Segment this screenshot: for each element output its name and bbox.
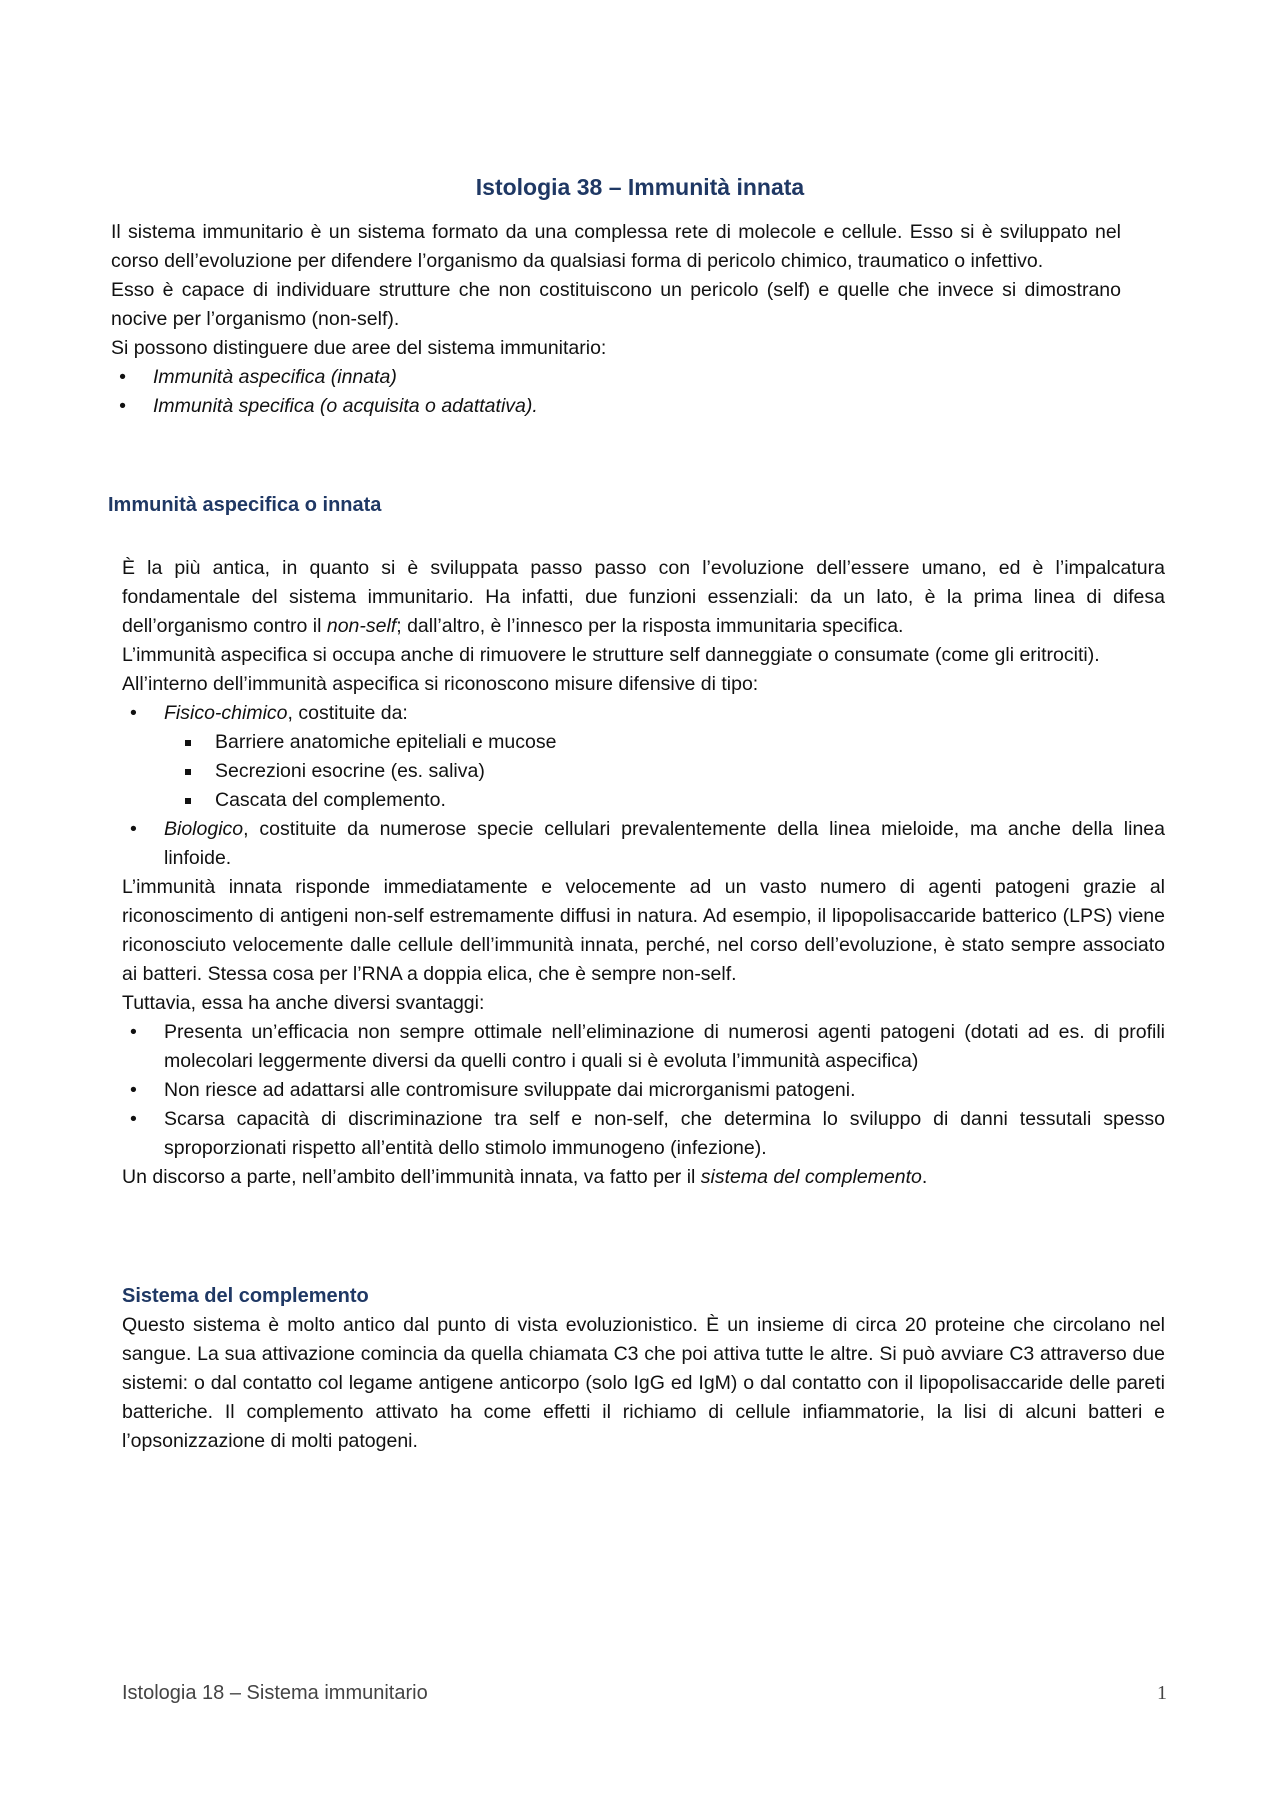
list-item: Cascata del complemento. [122,786,1165,815]
list-item: Secrezioni esocrine (es. saliva) [122,757,1165,786]
list-item: • Biologico, costituite da numerose specie cellulari prevalentemente della linea mieloide, ma anche della linea linfoide. [122,815,1165,873]
section1-paragraph-4: L’immunità innata risponde immediatamente e velocemente ad un vasto numero di agenti patogeni grazie al riconoscimento di antigeni non-self estremamente diffusi in natura. Ad esempio, il lipopolisaccaride batterico (LPS) viene riconosciuto velocemente dalle cellule dell’immunità innata, perché, nel corso dell’evoluzione, è stato sempre associato ai batteri. Stessa cosa per l’RNA a doppia elica, che è sempre non-self. [122,876,1165,985]
list-item: • Presenta un’efficacia non sempre ottimale nell’eliminazione di numerosi agenti patogeni (dotati ad es. di profili molecolari leggermente diversi da quelli contro i quali si è evoluta l’immunità aspecifica) [122,1018,1165,1076]
disadvantages-list [122,1018,1165,1163]
list-item: • Immunità aspecifica (innata) [111,363,1121,392]
intro-paragraph-3: Si possono distinguere due aree del sistema immunitario: [111,337,607,359]
section1-paragraph-5: Tuttavia, essa ha anche diversi svantaggi: [122,992,485,1014]
innate-immunity-section [122,554,1165,1192]
section-heading-complement: Sistema del complemento [122,1285,369,1307]
intro-paragraph-2: Esso è capace di individuare strutture che non costituiscono un pericolo (self) e quelle che invece si dimostrano nocive per l’organismo (non-self). [111,279,1121,330]
list-item: • Non riesce ad adattarsi alle contromisure sviluppate dai microrganismi patogeni. [122,1076,1165,1105]
intro-paragraph-1: Il sistema immunitario è un sistema formato da una complessa rete di molecole e cellule. Esso si è sviluppato nel corso dell’evoluzione per difendere l’organismo da qualsiasi forma di pericolo chimico, traumatico o infettivo. [111,221,1121,272]
section1-paragraph-6: Un discorso a parte, nell’ambito dell’immunità innata, va fatto per il sistema del complemento. [122,1166,928,1188]
complement-section [122,1282,1165,1456]
footer-title: Istologia 18 – Sistema immunitario [122,1682,428,1704]
section2-paragraph-1: Questo sistema è molto antico dal punto di vista evoluzionistico. È un insieme di circa 20 proteine che circolano nel sangue. La sua attivazione comincia da quella chiamata C3 che poi attiva tutte le altre. Si può avviare C3 attraverso due sistemi: o dal contatto col legame antigene anticorpo (solo IgG ed IgM) o dal contatto con il lipopolisaccaride delle pareti batteriche. Il complemento attivato ha come effetti il richiamo di cellule infiammatorie, la lisi di alcuni batteri e l’opsonizzazione di molti patogeni. [122,1314,1165,1452]
section1-paragraph-3: All’interno dell’immunità aspecifica si riconoscono misure difensive di tipo: [122,673,759,695]
list-item: • Scarsa capacità di discriminazione tra self e non-self, che determina lo sviluppo di danni tessutali spesso sproporzionati rispetto all’entità dello stimolo immunogeno (infezione). [122,1105,1165,1163]
section-heading-innate: Immunità aspecifica o innata [108,494,382,516]
document-title: Istologia 38 – Immunità innata [475,174,805,200]
section1-paragraph-2: L’immunità aspecifica si occupa anche di rimuovere le strutture self danneggiate o consumate (come gli eritrociti). [122,644,1100,666]
intro-section [111,218,1121,421]
list-item: Barriere anatomiche epiteliali e mucose [122,728,1165,757]
page-number: 1 [1157,1682,1167,1704]
list-item: • Fisico-chimico, costituite da: [122,699,1165,728]
defense-types-list [122,699,1165,873]
list-item: • Immunità specifica (o acquisita o adattativa). [111,392,1121,421]
immunity-areas-list [111,363,1121,421]
section1-paragraph-1: È la più antica, in quanto si è sviluppata passo passo con l’evoluzione dell’essere umano, ed è l’impalcatura fondamentale del sistema immunitario. Ha infatti, due funzioni essenziali: da un lato, è la prima linea di difesa dell’organismo contro il non-self; dall’altro, è l’innesco per la risposta immunitaria specifica. [122,557,1165,637]
